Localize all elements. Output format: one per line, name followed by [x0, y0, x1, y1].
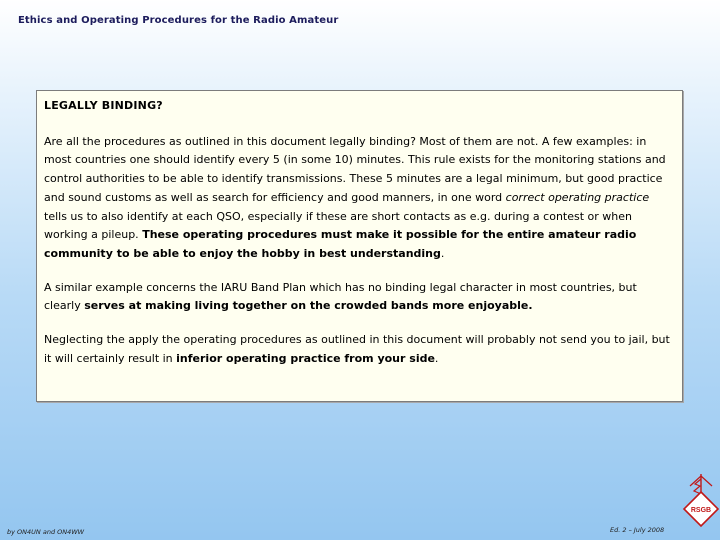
paragraph-1-text-b: tells us to also identify at each QSO, especially if these are short contacts as e.g. during a contest or when working a pileup.	[44, 209, 632, 242]
paragraph-1-italic: correct operating practice	[505, 190, 650, 204]
content-box	[36, 90, 683, 402]
footer-authors: by ON4UN and ON4WW	[7, 528, 85, 536]
paragraph-1-bold: These operating procedures must make it possible for the entire amateur radio community to be able to enjoy the hobby in best understanding	[44, 228, 637, 260]
paragraph-3	[44, 331, 675, 368]
document-title: Ethics and Operating Procedures for the Radio Amateur	[18, 15, 339, 26]
paragraph-2-text-a: A similar example concerns the IARU Band Plan which has no binding legal character in most countries, but clearly	[44, 280, 637, 313]
paragraph-3-text-b: .	[434, 351, 439, 365]
paragraph-1-text-c: .	[440, 246, 445, 260]
section-heading: LEGALLY BINDING?	[44, 99, 163, 112]
rsgb-logo-text: RSGB	[690, 507, 712, 514]
footer-edition: Ed. 2 – July 2008	[610, 526, 665, 534]
rsgb-logo	[681, 472, 720, 534]
paragraph-3-bold: inferior operating practice from your side	[176, 351, 435, 365]
paragraph-1	[44, 133, 675, 264]
paragraph-2	[44, 279, 675, 316]
paragraph-1-text-a: Are all the procedures as outlined in this document legally binding? Most of them are not. A few examples: in most countries one should identify every 5 (in some 10) minutes. This rule exists for the monitoring stations and control authorities to be able to identify transmissions. These 5 minutes are a legal minimum, but good practice and sound customs as well as search for efficiency and good manners, in one word	[44, 134, 666, 204]
paragraph-3-text-a: Neglecting the apply the operating procedures as outlined in this document will probably not send you to jail, but it will certainly result in	[44, 333, 670, 365]
paragraph-2-bold: serves at making living together on the crowded bands more enjoyable.	[84, 299, 533, 313]
